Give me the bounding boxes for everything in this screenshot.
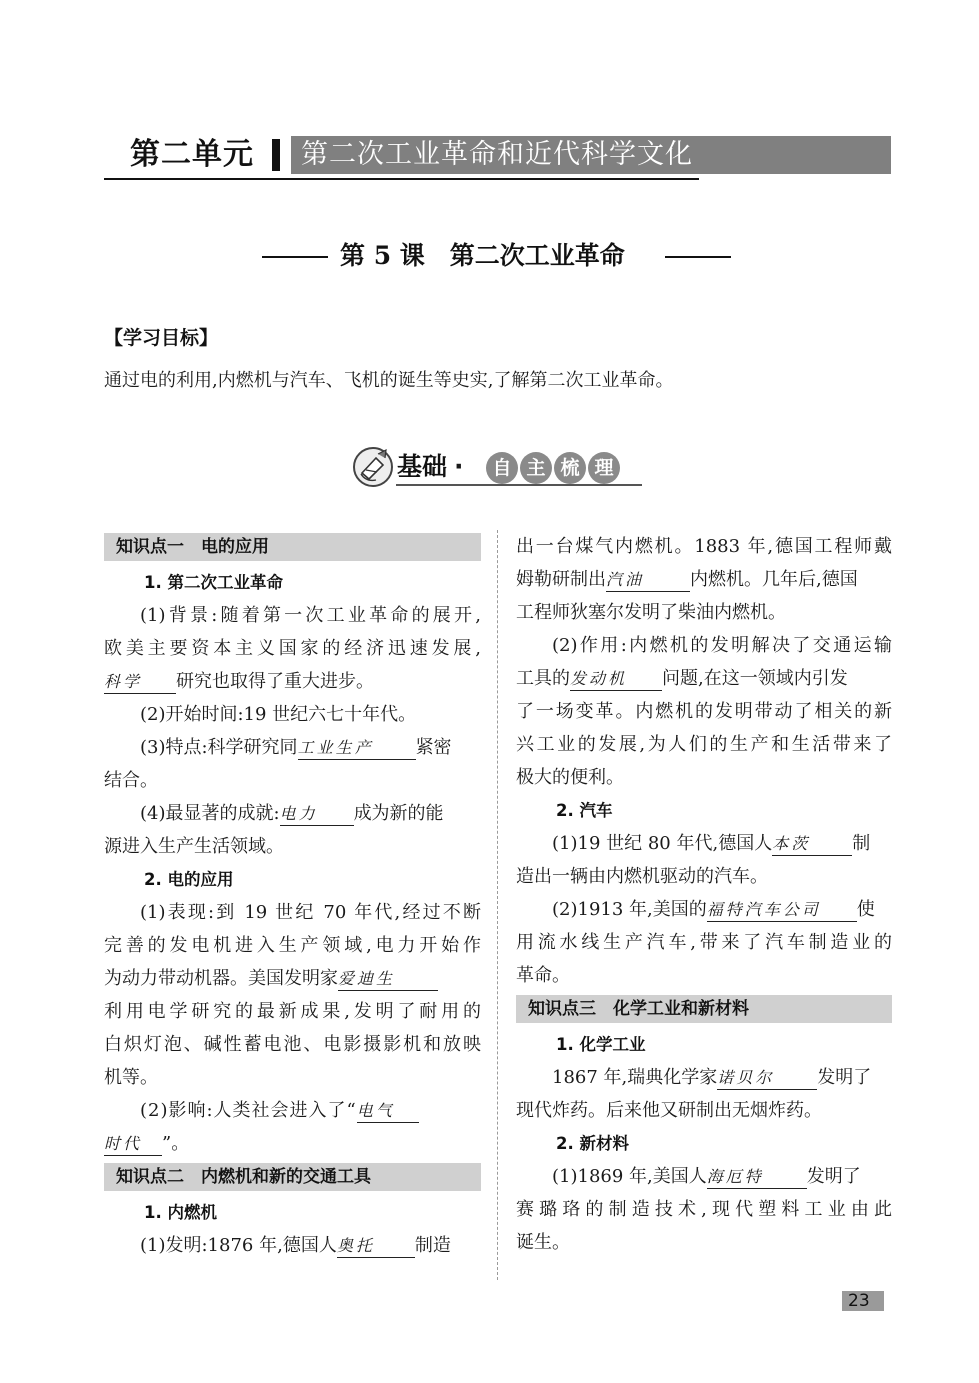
right-column <box>516 530 892 1259</box>
paragraph-line <box>516 827 892 860</box>
banner-underline <box>396 484 642 486</box>
text-span: 使 <box>856 899 875 920</box>
paragraph-line <box>104 962 481 995</box>
lesson-title-rule-right <box>665 256 731 258</box>
answer-blank: 本茨 <box>772 833 852 856</box>
paragraph-line <box>104 797 481 830</box>
text-span: (4)最显著的成就: <box>140 803 280 824</box>
subsection-heading: 1. 内燃机 <box>144 1203 217 1222</box>
paragraph-line: 出一台煤气内燃机。1883 年,德国工程师戴 <box>516 536 892 557</box>
paragraph-line: 了一场变革。内燃机的发明带动了相关的新 <box>516 701 892 722</box>
answer-blank: 电力 <box>280 803 354 826</box>
answer-blank: 福特汽车公司 <box>707 899 857 922</box>
text-span: (1)19 世纪 80 年代,德国人 <box>552 833 773 854</box>
answer-blank: 诺贝尔 <box>717 1067 817 1090</box>
banner-char-circle: 理 <box>588 452 620 484</box>
text-span: 成为新的能 <box>353 803 444 824</box>
column-divider <box>497 530 498 1280</box>
subsection-heading: 2. 新材料 <box>556 1134 629 1153</box>
banner-dot: · <box>454 452 464 481</box>
paragraph-line: 白炽灯泡、碱性蓄电池、电影摄影机和放映 <box>104 1034 481 1055</box>
text-span: 工具的 <box>516 668 570 689</box>
paragraph-line: (1)表现:到 19 世纪 70 年代,经过不断 <box>140 902 481 923</box>
text-span: 内燃机。几年后,德国 <box>690 569 858 590</box>
objectives-label: 【学习目标】 <box>104 327 219 349</box>
text-span: 制 <box>852 833 871 854</box>
subsection-heading: 1. 化学工业 <box>556 1035 646 1054</box>
notebook-pen-icon <box>352 446 394 488</box>
paragraph-line: 完善的发电机进入生产领域,电力开始作 <box>104 935 481 956</box>
subsection-heading: 2. 电的应用 <box>144 870 234 889</box>
answer-blank: 工业生产 <box>298 737 416 760</box>
text-span: 紧密 <box>415 737 452 758</box>
text-span: 问题,在这一领域内引发 <box>662 668 848 689</box>
paragraph-line <box>104 1094 481 1127</box>
answer-blank: 奥托 <box>337 1235 415 1258</box>
answer-blank: 海厄特 <box>707 1166 807 1189</box>
paragraph-line <box>104 731 481 764</box>
paragraph-line <box>104 665 481 698</box>
lesson-title-rule-left <box>262 256 328 258</box>
subsection-heading: 1. 第二次工业革命 <box>144 573 283 592</box>
unit-separator-bar <box>272 139 280 171</box>
paragraph-line: 诞生。 <box>516 1232 570 1253</box>
answer-blank: 汽油 <box>606 569 690 592</box>
paragraph-line: 利用电学研究的最新成果,发明了耐用的 <box>104 1001 481 1022</box>
paragraph-line: (2)作用:内燃机的发明解决了交通运输 <box>552 635 892 656</box>
paragraph-line: 现代炸药。后来他又研制出无烟炸药。 <box>516 1100 822 1121</box>
paragraph-line: 源进入生产生活领域。 <box>104 836 284 857</box>
paragraph-line: (1)背景:随着第一次工业革命的展开, <box>140 605 481 626</box>
text-span: (2)1913 年,美国的 <box>552 899 707 920</box>
unit-header <box>104 136 891 174</box>
paragraph-line: 结合。 <box>104 770 158 791</box>
text-span: 姆勒研制出 <box>516 569 606 590</box>
text-span: 研究也取得了重大进步。 <box>176 671 374 692</box>
paragraph-line: 欧美主要资本主义国家的经济迅速发展, <box>104 638 481 659</box>
left-column <box>104 530 481 1262</box>
banner-main-text: 基础 <box>397 452 448 481</box>
paragraph-line <box>516 1160 892 1193</box>
paragraph-line <box>516 1061 892 1094</box>
paragraph-line: 极大的便利。 <box>516 767 624 788</box>
banner-char-circle: 主 <box>520 452 552 484</box>
paragraph-line: 机等。 <box>104 1067 158 1088</box>
paragraph-line: 赛璐珞的制造技术,现代塑料工业由此 <box>516 1199 892 1220</box>
banner-char-circle: 自 <box>486 452 518 484</box>
page-number-box <box>842 1291 884 1311</box>
answer-blank: 电气 <box>357 1100 419 1123</box>
text-span: (3)特点:科学研究同 <box>140 737 298 758</box>
unit-title-box <box>291 136 891 174</box>
page-number: 23 <box>848 1291 870 1311</box>
paragraph-line: 用流水线生产汽车,带来了汽车制造业的 <box>516 932 892 953</box>
paragraph-line <box>104 1229 481 1262</box>
paragraph-line: 兴工业的发展,为人们的生产和生活带来了 <box>516 734 892 755</box>
unit-title: 第二次工业革命和近代科学文化 <box>301 139 693 170</box>
text-span: (2)影响:人类社会进入了“ <box>140 1100 357 1121</box>
unit-label: 第二单元 <box>130 137 254 172</box>
text-span: 为动力带动机器。美国发明家 <box>104 968 338 989</box>
paragraph-line: 造出一辆由内燃机驱动的汽车。 <box>516 866 768 887</box>
paragraph-line: 革命。 <box>516 965 570 986</box>
paragraph-line <box>516 893 892 926</box>
text-span: (1)1869 年,美国人 <box>552 1166 707 1187</box>
text-span: (1)发明:1876 年,德国人 <box>140 1235 337 1256</box>
paragraph-line: (2)开始时间:19 世纪六七十年代。 <box>140 704 417 725</box>
knowledge-point-heading: 知识点一 电的应用 <box>104 533 481 561</box>
knowledge-point-heading: 知识点三 化学工业和新材料 <box>516 995 892 1023</box>
answer-blank: 时代 <box>104 1133 162 1156</box>
answer-blank: 科学 <box>104 671 176 694</box>
answer-blank: 爱迪生 <box>338 968 438 991</box>
unit-underline <box>104 178 699 180</box>
text-span: 发明了 <box>806 1166 861 1187</box>
section-banner <box>352 444 642 494</box>
banner-char-circle: 梳 <box>554 452 586 484</box>
knowledge-point-heading: 知识点二 内燃机和新的交通工具 <box>104 1163 481 1191</box>
subsection-heading: 2. 汽车 <box>556 801 613 820</box>
paragraph-line <box>104 1127 481 1160</box>
text-span: 制造 <box>414 1235 451 1256</box>
text-span: 发明了 <box>817 1067 872 1088</box>
answer-blank: 发动机 <box>570 668 662 691</box>
lesson-title: 第 5 课 第二次工业革命 <box>340 241 625 270</box>
objectives-text: 通过电的利用,内燃机与汽车、飞机的诞生等史实,了解第二次工业革命。 <box>104 370 674 391</box>
text-span: ”。 <box>162 1133 190 1154</box>
paragraph-line <box>516 563 892 596</box>
paragraph-line: 工程师狄塞尔发明了柴油内燃机。 <box>516 602 786 623</box>
text-span: 1867 年,瑞典化学家 <box>552 1067 718 1088</box>
paragraph-line <box>516 662 892 695</box>
